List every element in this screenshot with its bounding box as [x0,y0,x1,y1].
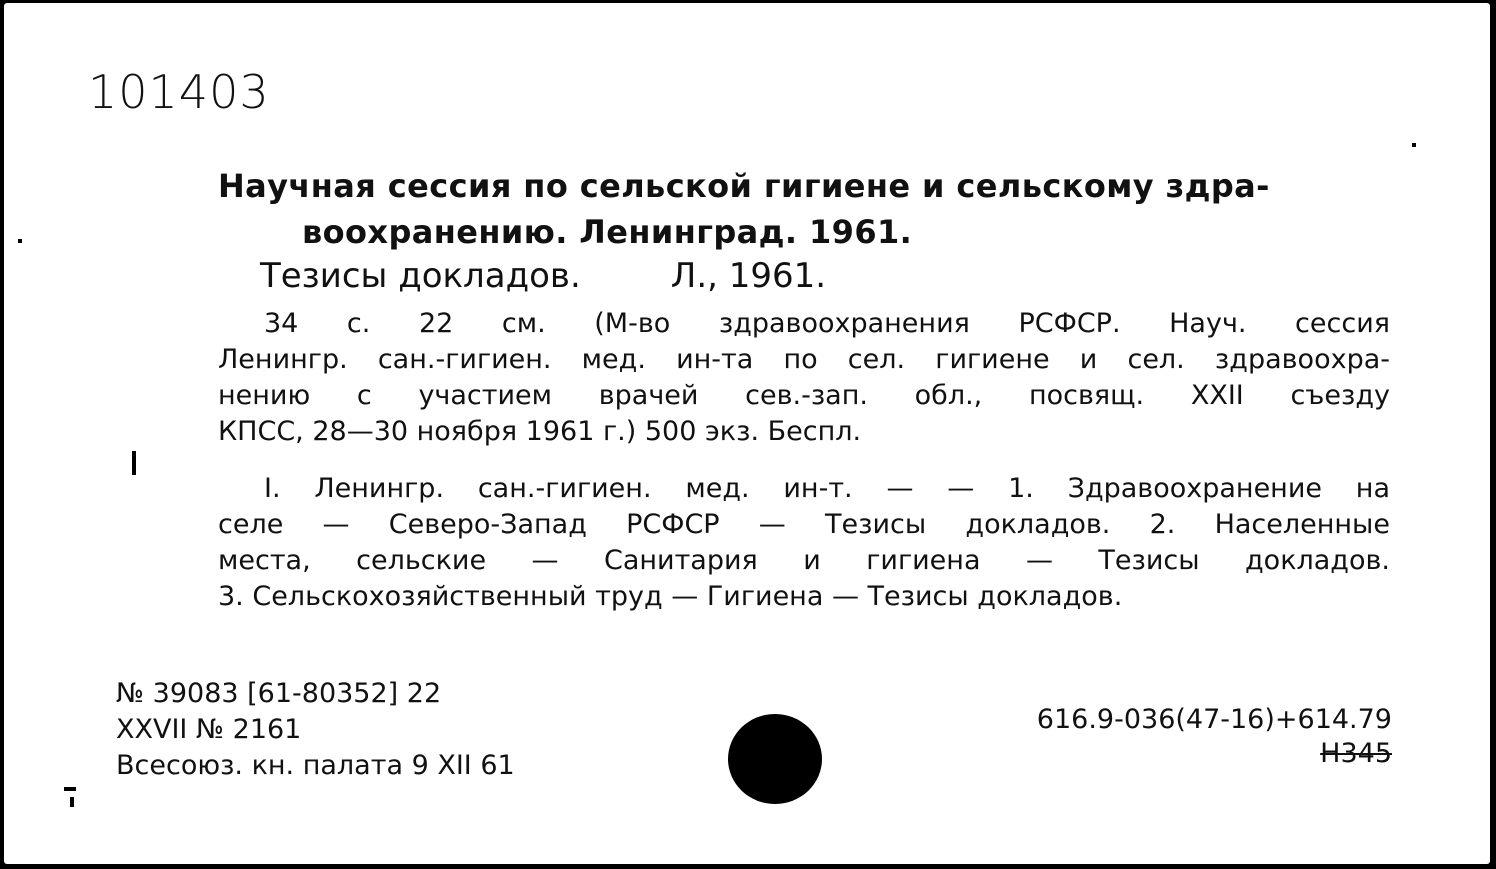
stray-mark [132,451,136,475]
subtitle-text: Тезисы докладов. [260,256,581,296]
struck-code: Н345 [1320,738,1392,769]
registration-info [116,676,515,784]
stray-mark [1412,143,1416,147]
bibliographic-description [218,306,1390,450]
stray-mark [64,787,76,791]
subject-line: места, сельские — Санитария и гигиена — Тезисы докладов. [218,545,1390,576]
publication-info: Л., 1961. [670,256,827,296]
subject-headings [218,471,1390,615]
description-line: Ленингр. сан.-гигиен. мед. ин-та по сел. гигиене и сел. здравоохра- [218,344,1390,375]
title-line-2: воохранению. Ленинград. 1961. [302,213,913,251]
punch-hole [728,714,822,804]
registration-line: № 39083 [61-80352] 22 [116,678,442,709]
registration-line: XXVII № 2161 [116,714,302,745]
card-subtitle [260,256,826,296]
stray-mark [70,797,74,807]
description-line: 34 с. 22 см. (М-во здравоохранения РСФСР. Науч. сессия [264,308,1390,339]
card-title [218,163,1270,255]
title-line-1: Научная сессия по сельской гигиене и сельскому здра- [218,167,1270,205]
catalog-card [4,3,1490,864]
subject-line: I. Ленингр. сан.-гигиен. мед. ин-т. — — 1. Здравоохранение на [264,473,1390,504]
call-number: 101403 [88,65,270,119]
description-line: нению с участием врачей сев.-зап. обл., посвящ. XXII съезду [218,380,1390,411]
udc-code: 616.9-036(47-16)+614.79 [1036,704,1392,735]
subject-line: 3. Сельскохозяйственный труд — Гигиена — Тезисы докладов. [218,581,1123,612]
classification-codes [1037,703,1392,771]
registration-line: Всесоюз. кн. палата 9 XII 61 [116,750,515,781]
description-line: КПСС, 28—30 ноября 1961 г.) 500 экз. Беспл. [218,416,862,447]
subject-line: селе — Северо-Запад РСФСР — Тезисы докладов. 2. Населенные [218,509,1390,540]
stray-mark [18,239,22,243]
